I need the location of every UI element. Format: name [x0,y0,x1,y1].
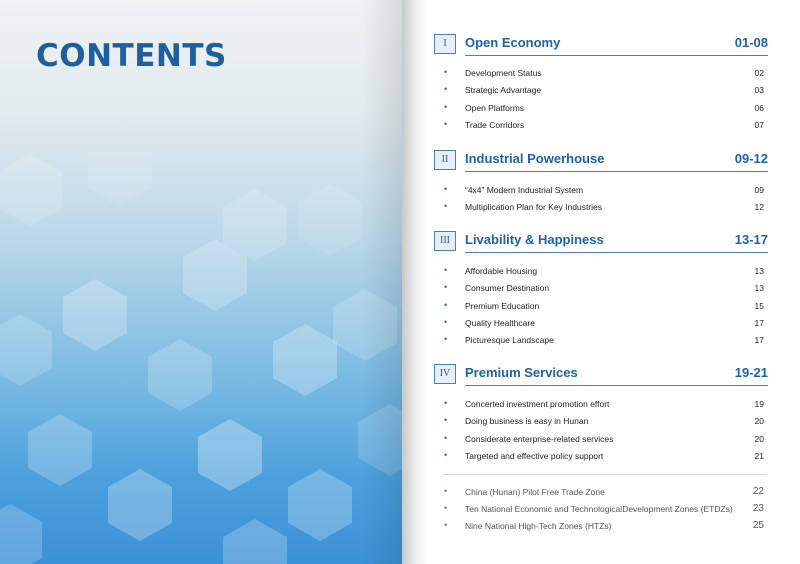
toc-item-page: 20 [754,416,764,426]
toc-item[interactable] [444,416,764,430]
section-page-range: 19-21 [734,365,768,380]
appendix-item-label: Ten National Economic and TechnologicalDevelopment Zones (ETDZs) [465,504,733,514]
toc-item[interactable] [444,202,764,216]
section-page-range: 13-17 [734,232,768,247]
section-page-range: 01-08 [734,35,768,50]
appendix-divider [444,474,766,475]
appendix-item[interactable] [444,504,764,518]
table-of-contents-page [430,0,800,564]
toc-item-label: Premium Education [465,301,540,311]
toc-item[interactable] [444,301,764,315]
section-title: Livability & Happiness [465,232,604,247]
hexagon-pattern-graphic [0,150,402,564]
toc-item-label: Consumer Destination [465,283,550,293]
toc-item-label: Strategic Advantage [465,85,542,95]
bullet-icon: • [444,520,448,530]
section-numeral: I [434,34,456,54]
bullet-icon: • [444,184,448,194]
toc-item[interactable] [444,451,764,465]
book-spine-shadow [402,0,430,564]
toc-item-label: Trade Corridors [465,120,525,130]
toc-item[interactable] [444,399,764,413]
appendix-item-label: China (Hunan) Pilot Free Trade Zone [465,487,605,497]
bullet-icon: • [444,486,448,496]
toc-item-page: 12 [754,202,764,212]
toc-item[interactable] [444,318,764,332]
section-numeral: II [434,150,456,170]
bullet-icon: • [444,334,448,344]
bullet-icon: • [444,415,448,425]
section-divider-line [465,385,768,386]
bullet-icon: • [444,450,448,460]
contents-heading: CONTENTS [36,38,227,74]
section-title: Open Economy [465,35,561,50]
bullet-icon: • [444,503,448,513]
toc-item[interactable] [444,68,764,82]
bullet-icon: • [444,119,448,129]
appendix-item-page: 23 [752,503,764,514]
appendix-item-label: Nine National High-Tech Zones (HTZs) [465,521,612,531]
bullet-icon: • [444,265,448,275]
section-header-premium-services[interactable] [434,364,768,386]
appendix-item-page: 22 [752,486,764,497]
toc-item-page: 15 [754,301,764,311]
toc-item-page: 02 [754,68,764,78]
toc-item[interactable] [444,120,764,134]
toc-item-page: 17 [754,318,764,328]
section-numeral: III [434,231,456,251]
toc-item[interactable] [444,266,764,280]
bullet-icon: • [444,398,448,408]
appendix-item[interactable] [444,487,764,501]
bullet-icon: • [444,282,448,292]
bullet-icon: • [444,102,448,112]
section-title: Industrial Powerhouse [465,151,605,166]
toc-item[interactable] [444,283,764,297]
appendix-item-page: 25 [752,520,764,531]
bullet-icon: • [444,300,448,310]
section-header-livability-happiness[interactable] [434,231,768,253]
toc-item-page: 13 [754,283,764,293]
toc-item[interactable] [444,103,764,117]
section-title: Premium Services [465,365,578,380]
section-divider-line [465,252,768,253]
toc-item-label: Development Status [465,68,542,78]
toc-item-page: 06 [754,103,764,113]
bullet-icon: • [444,84,448,94]
toc-item-label: Doing business is easy in Hunan [465,416,589,426]
toc-item-label: “4x4” Modern Industrial System [465,185,584,195]
toc-item-page: 20 [754,434,764,444]
toc-item-label: Quality Healthcare [465,318,535,328]
appendix-item[interactable] [444,521,764,535]
toc-item[interactable] [444,335,764,349]
toc-item-page: 03 [754,85,764,95]
bullet-icon: • [444,201,448,211]
toc-item-page: 17 [754,335,764,345]
section-numeral: IV [434,364,456,384]
toc-item-label: Picturesque Landscape [465,335,554,345]
bullet-icon: • [444,317,448,327]
bullet-icon: • [444,433,448,443]
toc-item-label: Multiplication Plan for Key Industries [465,202,603,212]
toc-item-label: Targeted and effective policy support [465,451,604,461]
section-header-open-economy[interactable] [434,34,768,56]
toc-item-label: Open Platforms [465,103,525,113]
toc-item-label: Affordable Housing [465,266,538,276]
section-header-industrial-powerhouse[interactable] [434,150,768,172]
toc-item[interactable] [444,434,764,448]
toc-item-page: 19 [754,399,764,409]
toc-item[interactable] [444,185,764,199]
toc-item-page: 21 [754,451,764,461]
toc-item-label: Considerate enterprise-related services [465,434,614,444]
section-divider-line [465,171,768,172]
toc-item-page: 13 [754,266,764,276]
toc-item[interactable] [444,85,764,99]
section-page-range: 09-12 [734,151,768,166]
toc-item-page: 07 [754,120,764,130]
toc-item-page: 09 [754,185,764,195]
toc-item-label: Concerted investment promotion effort [465,399,610,409]
bullet-icon: • [444,67,448,77]
section-divider-line [465,55,768,56]
